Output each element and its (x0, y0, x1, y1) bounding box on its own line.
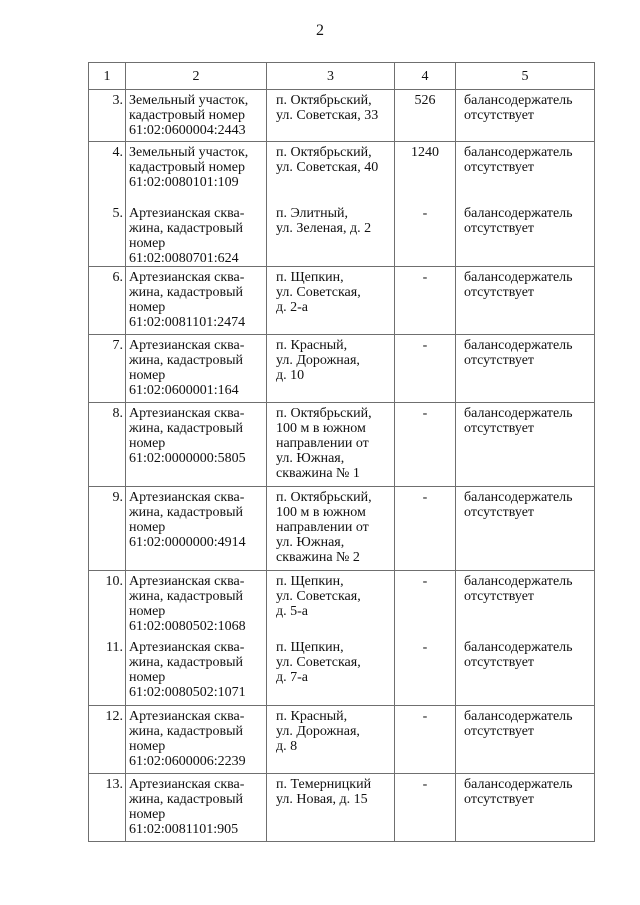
object-name-line: жина, кадастровый (129, 220, 244, 236)
object-address-line: д. 5-а (276, 603, 308, 619)
object-name-line: жина, кадастровый (129, 284, 244, 300)
object-area: - (395, 570, 456, 637)
object-name-line: 61:02:0080502:1068 (129, 618, 246, 634)
object-name (126, 705, 267, 773)
balance-holder (456, 142, 595, 203)
balance-holder-line: отсутствует (464, 284, 535, 300)
property-registry-table (88, 62, 595, 842)
object-name-line: 61:02:0600004:2443 (129, 123, 246, 138)
object-name-line: Земельный участок, (129, 93, 249, 108)
object-name-line: номер (129, 519, 166, 535)
object-name (126, 334, 267, 402)
object-address (267, 705, 395, 773)
object-name-line: номер (129, 738, 166, 754)
column-header: 5 (456, 63, 595, 90)
object-name-line: кадастровый номер (129, 160, 245, 175)
object-area: - (395, 334, 456, 402)
balance-holder-line: балансодержатель (464, 93, 573, 108)
object-address-line: п. Красный, (276, 337, 348, 353)
object-name-line: 61:02:0000000:5805 (129, 450, 246, 466)
object-name-line: Артезианская сква- (129, 708, 245, 724)
row-number: 4. (89, 142, 126, 203)
object-name-line: жина, кадастровый (129, 504, 244, 520)
balance-holder-line: балансодержатель (464, 337, 573, 353)
object-address (267, 637, 395, 705)
object-name-line: 61:02:0000000:4914 (129, 534, 246, 550)
object-address-line: д. 7-а (276, 670, 308, 685)
object-address-line: д. 10 (276, 367, 305, 383)
object-address-line: ул. Зеленая, д. 2 (276, 220, 372, 236)
column-header: 2 (126, 63, 267, 90)
balance-holder-line: балансодержатель (464, 489, 573, 505)
object-area: - (395, 402, 456, 486)
object-name-line: Артезианская сква- (129, 776, 245, 792)
object-name-line: номер (129, 670, 166, 685)
object-name-line: жина, кадастровый (129, 420, 244, 436)
object-name (126, 570, 267, 637)
object-address-line: 100 м в южном (276, 504, 366, 520)
table-row (89, 203, 595, 267)
object-address (267, 486, 395, 570)
balance-holder-line: отсутствует (464, 108, 535, 123)
table-row (89, 773, 595, 841)
object-address (267, 773, 395, 841)
object-name-line: номер (129, 367, 166, 383)
page-number: 2 (316, 22, 324, 39)
object-address (267, 570, 395, 637)
row-number: 6. (89, 266, 126, 334)
row-number: 5. (89, 203, 126, 267)
object-name (126, 90, 267, 142)
object-name-line: 61:02:0600006:2239 (129, 753, 246, 769)
object-address-line: 100 м в южном (276, 420, 366, 436)
object-address-line: ул. Южная, (276, 534, 345, 550)
object-address-line: п. Октябрьский, (276, 489, 372, 505)
object-address-line: п. Щепкин, (276, 640, 344, 655)
object-address (267, 90, 395, 142)
row-number: 10. (89, 570, 126, 637)
object-address-line: направлении от (276, 519, 369, 535)
object-address-line: ул. Советская, (276, 588, 361, 604)
object-address (267, 266, 395, 334)
object-area: - (395, 637, 456, 705)
object-address-line: скважина № 2 (276, 549, 360, 565)
balance-holder-line: отсутствует (464, 160, 535, 175)
balance-holder-line: балансодержатель (464, 776, 573, 792)
object-address-line: п. Темерницкий (276, 776, 372, 792)
balance-holder-line: отсутствует (464, 420, 535, 436)
object-area: 1240 (395, 142, 456, 203)
row-number: 13. (89, 773, 126, 841)
balance-holder-line: балансодержатель (464, 269, 573, 285)
column-header: 3 (267, 63, 395, 90)
object-name-line: номер (129, 299, 166, 315)
object-name-line: 61:02:0081101:905 (129, 821, 239, 837)
balance-holder-line: отсутствует (464, 504, 535, 520)
balance-holder (456, 570, 595, 637)
object-address-line: ул. Дорожная, (276, 723, 360, 739)
row-number: 11. (89, 637, 126, 705)
object-area: - (395, 203, 456, 267)
balance-holder-line: отсутствует (464, 723, 535, 739)
row-number: 7. (89, 334, 126, 402)
object-name (126, 402, 267, 486)
balance-holder-line: балансодержатель (464, 640, 573, 655)
table-row (89, 402, 595, 486)
object-address-line: скважина № 1 (276, 465, 360, 481)
object-name-line: Артезианская сква- (129, 405, 245, 421)
object-name-line: номер (129, 235, 166, 251)
object-address-line: ул. Новая, д. 15 (276, 791, 368, 807)
object-name-line: жина, кадастровый (129, 588, 244, 604)
object-address-line: п. Щепкин, (276, 269, 344, 285)
object-address (267, 142, 395, 203)
object-address-line: п. Октябрьский, (276, 145, 372, 160)
balance-holder (456, 203, 595, 267)
object-area: - (395, 266, 456, 334)
object-name-line: 61:02:0600001:164 (129, 382, 239, 398)
object-address-line: п. Красный, (276, 708, 348, 724)
row-number: 12. (89, 705, 126, 773)
object-name (126, 142, 267, 203)
balance-holder-line: отсутствует (464, 791, 535, 807)
row-number: 8. (89, 402, 126, 486)
balance-holder (456, 266, 595, 334)
object-name-line: Артезианская сква- (129, 573, 245, 589)
row-number: 3. (89, 90, 126, 142)
column-header: 4 (395, 63, 456, 90)
row-number: 9. (89, 486, 126, 570)
object-name-line: 61:02:0081101:2474 (129, 314, 246, 330)
object-address-line: п. Октябрьский, (276, 93, 372, 108)
object-address-line: ул. Южная, (276, 450, 345, 466)
object-name-line: кадастровый номер (129, 108, 245, 123)
object-name-line: номер (129, 603, 166, 619)
object-address-line: ул. Советская, 40 (276, 160, 379, 175)
object-name-line: номер (129, 435, 166, 451)
object-address-line: п. Щепкин, (276, 573, 344, 589)
table-row (89, 705, 595, 773)
object-name-line: 61:02:0080701:624 (129, 250, 239, 266)
balance-holder (456, 486, 595, 570)
table-row (89, 570, 595, 637)
object-name (126, 637, 267, 705)
object-name-line: жина, кадастровый (129, 655, 244, 670)
object-name (126, 773, 267, 841)
object-name (126, 203, 267, 267)
object-name (126, 486, 267, 570)
object-address-line: д. 8 (276, 738, 298, 754)
header-row (89, 63, 595, 90)
balance-holder (456, 705, 595, 773)
table-row (89, 266, 595, 334)
table-row (89, 637, 595, 705)
object-name-line: Земельный участок, (129, 145, 249, 160)
object-address (267, 402, 395, 486)
balance-holder-line: балансодержатель (464, 205, 573, 221)
table-row (89, 90, 595, 142)
balance-holder (456, 402, 595, 486)
object-area: - (395, 486, 456, 570)
balance-holder-line: балансодержатель (464, 573, 573, 589)
balance-holder-line: отсутствует (464, 588, 535, 604)
balance-holder-line: балансодержатель (464, 145, 573, 160)
balance-holder-line: балансодержатель (464, 405, 573, 421)
object-address-line: ул. Советская, 33 (276, 108, 379, 123)
object-address-line: направлении от (276, 435, 369, 451)
object-name-line: номер (129, 806, 166, 822)
table-row (89, 486, 595, 570)
object-address-line: ул. Советская, (276, 284, 361, 300)
object-name-line: Артезианская сква- (129, 205, 245, 221)
object-name-line: жина, кадастровый (129, 723, 244, 739)
table-row (89, 334, 595, 402)
object-name-line: Артезианская сква- (129, 640, 245, 655)
object-address-line: д. 2-а (276, 299, 308, 315)
object-name-line: Артезианская сква- (129, 269, 245, 285)
object-address (267, 203, 395, 267)
object-address-line: ул. Дорожная, (276, 352, 360, 368)
object-name-line: 61:02:0080502:1071 (129, 685, 246, 700)
object-name-line: 61:02:0080101:109 (129, 175, 239, 190)
object-address-line: ул. Советская, (276, 655, 361, 670)
object-address (267, 334, 395, 402)
object-name-line: жина, кадастровый (129, 791, 244, 807)
balance-holder (456, 773, 595, 841)
object-area: - (395, 705, 456, 773)
balance-holder (456, 90, 595, 142)
balance-holder (456, 637, 595, 705)
object-name-line: жина, кадастровый (129, 352, 244, 368)
object-area: 526 (395, 90, 456, 142)
object-address-line: п. Октябрьский, (276, 405, 372, 421)
balance-holder-line: балансодержатель (464, 708, 573, 724)
table-row (89, 142, 595, 203)
balance-holder-line: отсутствует (464, 352, 535, 368)
object-name (126, 266, 267, 334)
object-area: - (395, 773, 456, 841)
object-name-line: Артезианская сква- (129, 337, 245, 353)
column-header: 1 (89, 63, 126, 90)
object-address-line: п. Элитный, (276, 205, 349, 221)
object-name-line: Артезианская сква- (129, 489, 245, 505)
balance-holder-line: отсутствует (464, 655, 535, 670)
balance-holder (456, 334, 595, 402)
balance-holder-line: отсутствует (464, 220, 535, 236)
